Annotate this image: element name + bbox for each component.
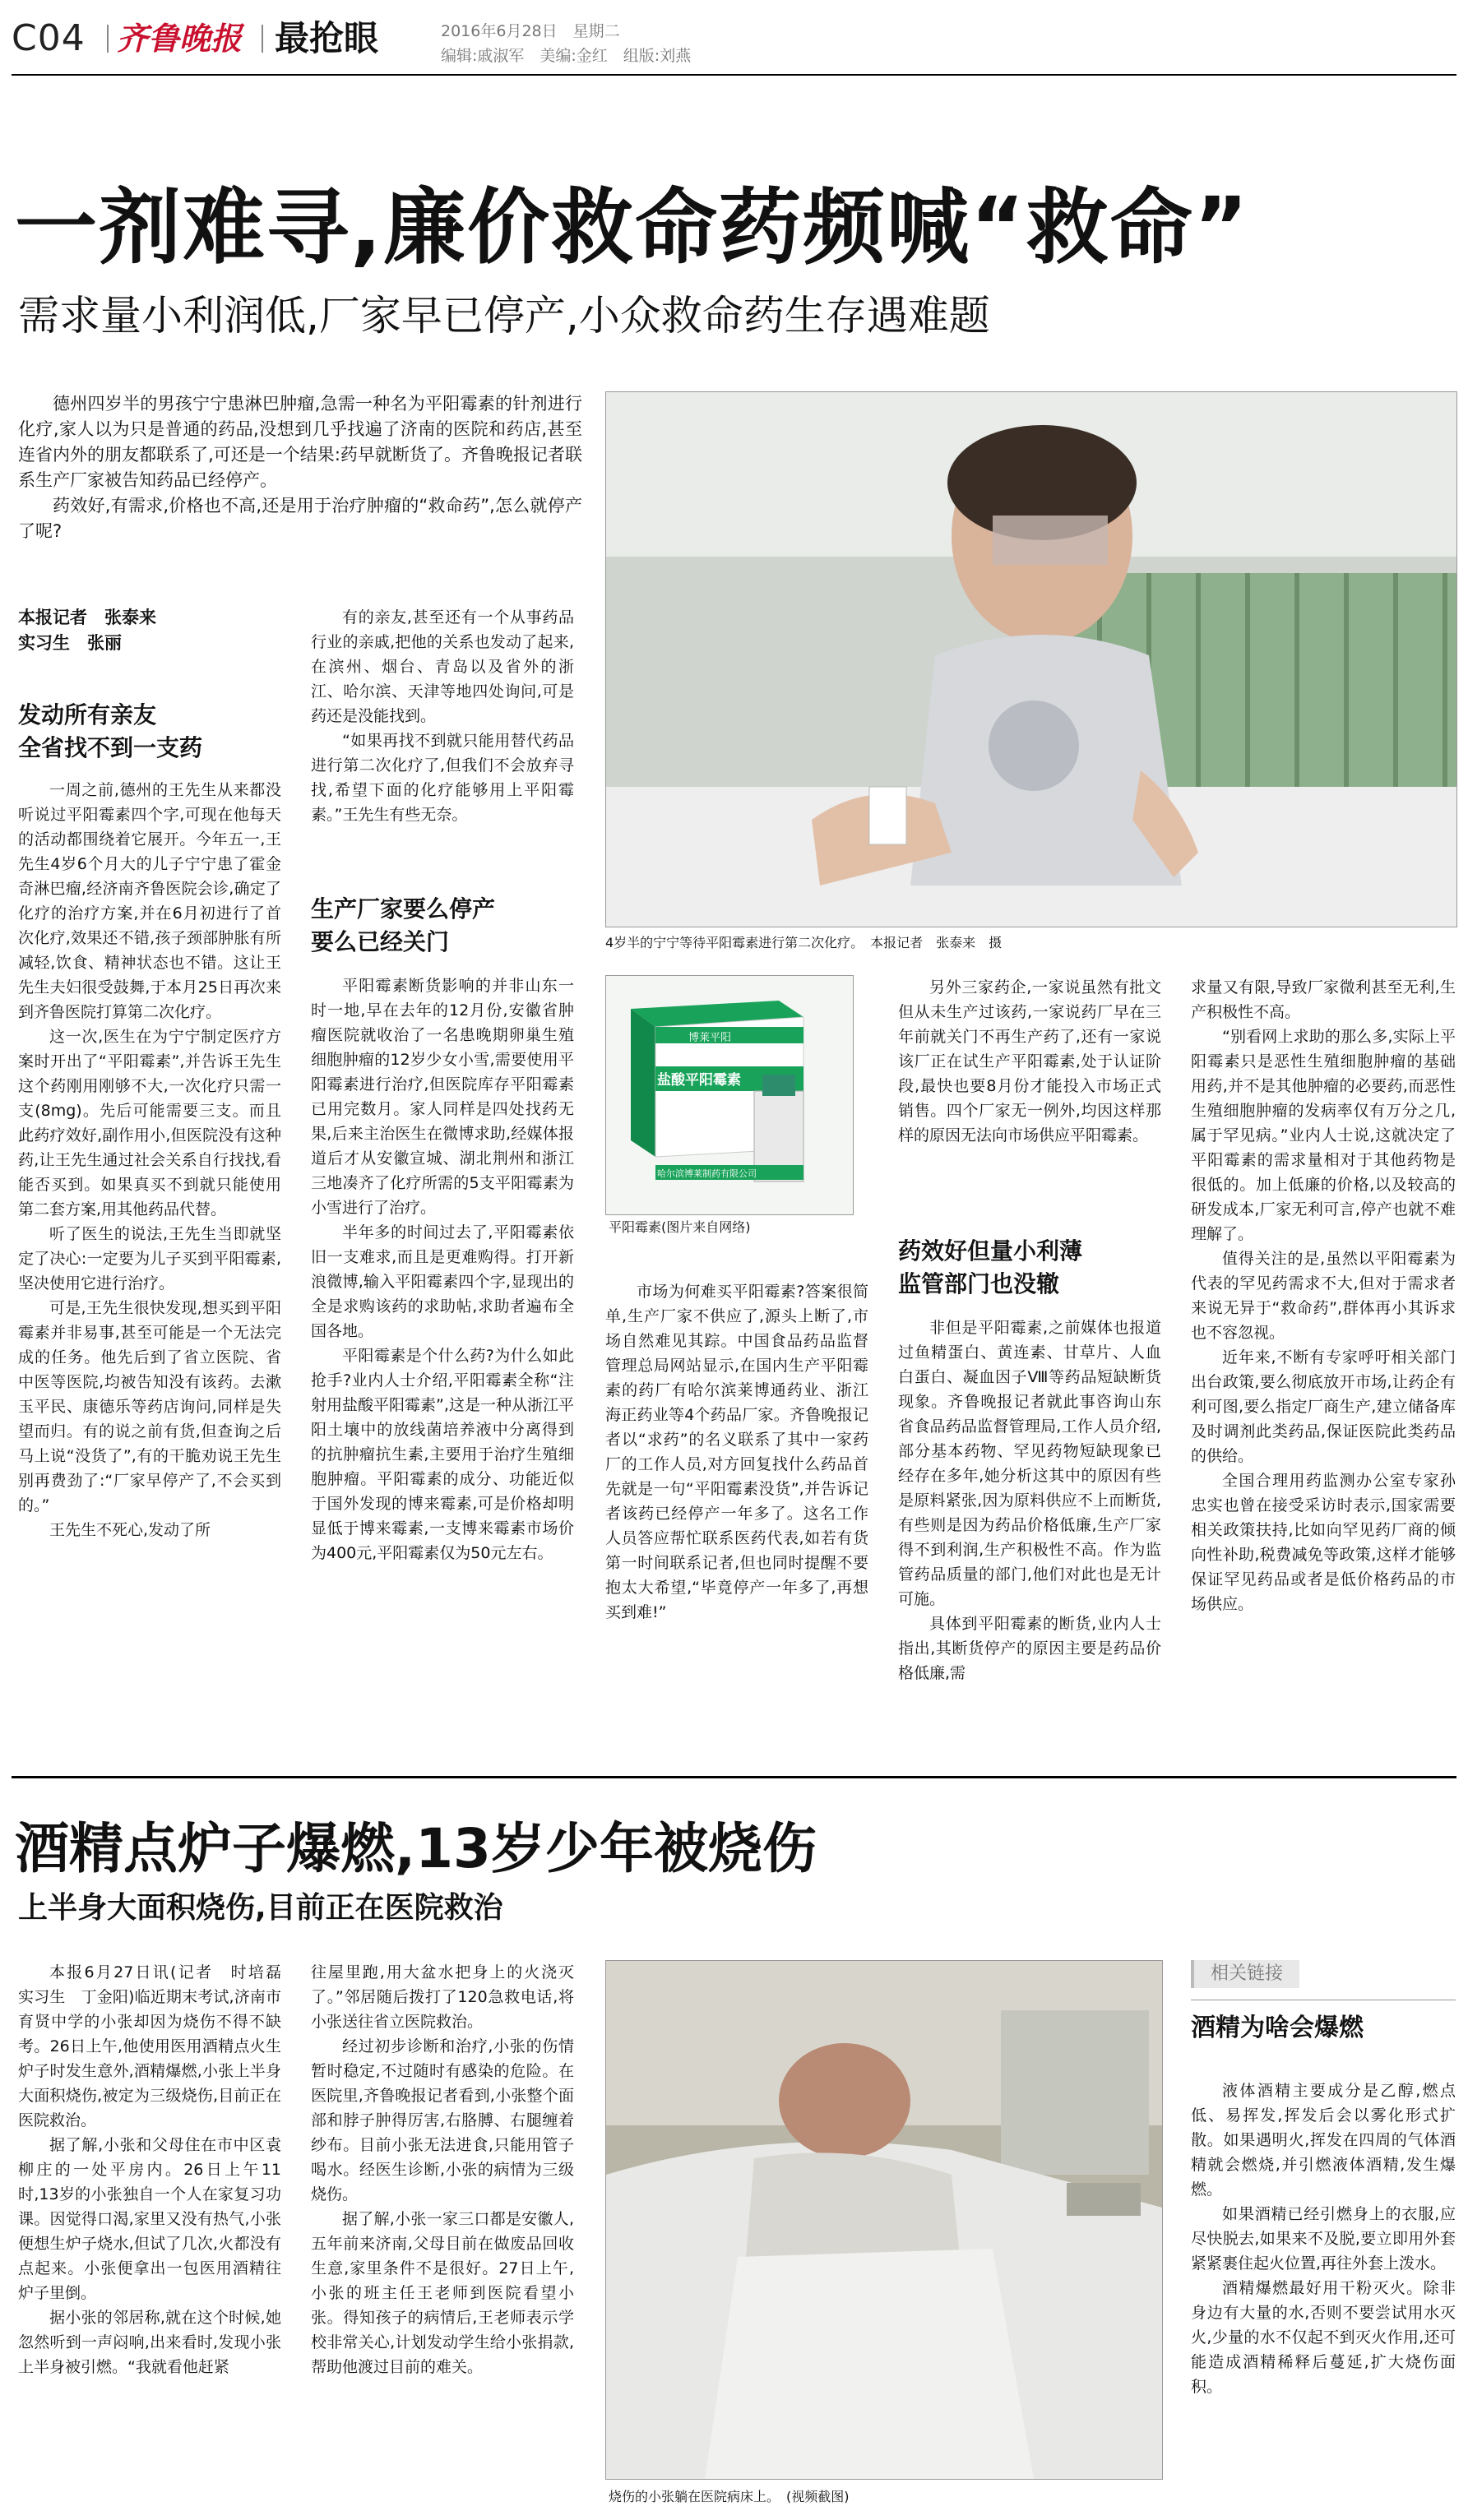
paragraph: 据了解,小张和父母住在市中区袁柳庄的一处平房内。26日上午11时,13岁的小张独自一个人在家复习功课。因觉得口渴,家里又没有热气,小张便想生炉子烧水,但试了几次,火都没有点起来。小张便拿出一包医用酒精往炉子里倒。 [18,2136,281,2302]
subheading-line: 发动所有亲友 [18,701,157,728]
subheading-line: 药效好但量小利薄 [898,1237,1083,1265]
paragraph: 全国合理用药监测办公室专家孙忠实也曾在接受采访时表示,国家需要相关政策扶持,比如向罕见药厂商的倾向性补助,税费减免等政策,这样才能够保证罕见药品或者是低价格药品的市场供应。 [1191,1472,1456,1613]
masthead-divider [107,25,109,53]
editor-credits: 编辑:戚淑军 美编:金红 组版:刘燕 [441,47,692,65]
related-link-sidebar [1191,1960,1456,2399]
paragraph: 有的亲友,甚至还有一个从事药品行业的亲戚,把他的关系也发动了起来,在滨州、烟台、青岛以及省外的浙江、哈尔滨、天津等地四处询问,可是药还是没能找到。 [311,608,574,725]
paragraph: 平阳霉素是个什么药?为什么如此抢手?业内人士介绍,平阳霉素全称“注射用盐酸平阳霉素”,这是一种从浙江平阳土壤中的放线菌培养液中分离得到的抗肿瘤抗生素,主要用于治疗生殖细胞肿瘤。平阳霉素的成分、功能近似于国外发现的博来霉素,可是价格却明显低于博来霉素,一支博来霉素市场价为400元,平阳霉素仅为50元左右。 [311,1347,574,1562]
byline-reporter: 本报记者 张泰来 [18,608,156,627]
story1-col4b [898,1315,1161,1685]
story1-subhead: 需求量小利润低,厂家早已停产,小众救命药生存遇难题 [18,292,990,340]
paragraph: 市场为何难买平阳霉素?答案很简单,生产厂家不供应了,源头上断了,市场自然难见其踪。中国食品药品监督管理总局网站显示,在国内生产平阳霉素的药厂有哈尔滨莱博通药业、浙江海正药业等4个药品厂家。齐鲁晚报记者以“求药”的名义联系了其中一家药厂的工作人员,对方回复找什么药品首先就是一句“平阳霉素没货”,并告诉记者该药已经停产一年多了。这名工作人员答应帮忙联系医药代表,如若有货第一时间联系记者,但也同时提醒不要抱太大希望,“毕竟停产一年多了,再想买到难!” [605,1283,868,1621]
paragraph: 据了解,小张一家三口都是安徽人,五年前来济南,父母目前在做废品回收生意,家里条件不是很好。27日上午,小张的班主任王老师到医院看望小张。得知孩子的病情后,王老师表示学校非常关心,计划发动学生给小张捐款,帮助他渡过目前的难关。 [311,2210,574,2376]
story2-col2 [311,1960,574,2379]
lead-paragraph: 德州四岁半的男孩宁宁患淋巴肿瘤,急需一种名为平阳霉素的针剂进行化疗,家人以为只是普通的药品,没想到几乎找遍了济南的医院和药店,甚至连省内外的朋友都联系了,可还是一个结果:药早就断货了。齐鲁晚报记者联系生产厂家被告知药品已经停产。 [18,394,582,490]
drug-box-brand: 盐酸平阳霉素 [657,1072,741,1089]
drug-box-caption: 平阳霉素(图片来自网络) [609,1219,751,1235]
page-number: C04 [12,17,86,59]
paragraph: 可是,王先生很快发现,想买到平阳霉素并非易事,甚至可能是一个无法完成的任务。他先后到了省立医院、省中医等医院,均被告知没有该药。去漱玉平民、康德乐等药店询问,同样是失望而归。有的说之前有货,但查询之后马上说“没货了”,有的干脆劝说王先生别再费劲了:“厂家早停产了,不会买到的。” [18,1299,281,1514]
child-photo-illustration [606,392,1456,927]
paragraph: 听了医生的说法,王先生当即就坚定了决心:一定要为儿子买到平阳霉素,坚决使用它进行治疗。 [18,1225,281,1292]
section-divider [12,1776,1456,1778]
paper-logo: 齐鲁晚报 [117,20,243,57]
subheading-line: 要么已经关门 [311,928,450,955]
lead-paragraph: 药效好,有需求,价格也不高,还是用于治疗肿瘤的“救命药”,怎么就停产了呢? [18,496,582,541]
paragraph: 酒精爆燃最好用干粉灭火。除非身边有大量的水,否则不要尝试用水灭火,少量的水不仅起不到灭火作用,还可能造成酒精稀释后蔓延,扩大烧伤面积。 [1191,2279,1456,2396]
paragraph: 非但是平阳霉素,之前媒体也报道过鱼精蛋白、黄连素、甘草片、人血白蛋白、凝血因子Ⅷ等药品短缺断货现象。齐鲁晚报记者就此事咨询山东省食品药品监督管理局,工作人员介绍,部分基本药物、罕见药物短缺现象已经存在多年,她分析这其中的原因有些是原料紧张,因为原料供应不上而断货,有些则是因为药品价格低廉,生产厂家得不到利润,生产积极性不高。作为监管药品质量的部门,他们对此也是无计可施。 [898,1319,1161,1608]
story1-col4a [898,975,1161,1148]
byline [18,605,156,656]
sidebar-title: 酒精为啥会爆燃 [1191,2014,1364,2042]
subheading-2 [311,893,582,959]
masthead-divider-2 [262,25,263,53]
hospital-photo-illustration [606,1961,1162,2479]
paragraph: 王先生不死心,发动了所 [49,1521,211,1539]
subheading-line: 监管部门也没辙 [898,1270,1060,1297]
byline-intern: 实习生 张丽 [18,633,122,653]
paragraph: 求量又有限,导致厂家微利甚至无利,生产积极性不高。 [1191,978,1456,1021]
story2-col1 [18,1960,298,2379]
drug-box-photo [605,975,854,1215]
story1-col3a [605,1279,868,1625]
drug-box-label: 博莱平阳 [688,1032,732,1044]
paragraph: 经过初步诊断和治疗,小张的伤情暂时稳定,不过随时有感染的危险。在医院里,齐鲁晚报记者看到,小张整个面部和脖子肿得厉害,右胳膊、右腿缠着纱布。目前小张无法进食,只能用管子喝水。经医生诊断,小张的病情为三级烧伤。 [311,2037,574,2203]
hospital-photo-caption: 烧伤的小张躺在医院病床上。 (视频截图) [609,2489,850,2504]
paragraph: 这一次,医生在为宁宁制定医疗方案时开出了“平阳霉素”,并告诉王先生这个药刚用刚够不大,一次化疗只需一支(8mg)。先后可能需要三支。而且此药疗效好,副作用小,但医院没有这种药,让王先生通过社会关系自行找找,看能否买到。如果真买不到就只能使用第二套方案,用其他药品代替。 [18,1028,281,1218]
drug-box-maker: 哈尔滨博莱制药有限公司 [657,1168,757,1179]
related-link-tag: 相关链接 [1191,1960,1299,1988]
paragraph: 另外三家药企,一家说虽然有批文但从未生产过该药,一家说药厂早在三年前就关门不再生产药了,还有一家说该厂正在试生产平阳霉素,处于认证阶段,最快也要8月份才能投入市场正式销售。四个厂家无一例外,均因这样那样的原因无法向市场供应平阳霉素。 [898,978,1161,1144]
paragraph: 半年多的时间过去了,平阳霉素依旧一支难求,而且是更难购得。打开新浪微博,输入平阳霉素四个字,显现出的全是求购该药的求助帖,求助者遍布全国各地。 [311,1223,574,1340]
paragraph: 一周之前,德州的王先生从来都没听说过平阳霉素四个字,可现在他每天的活动都围绕着它展开。今年五一,王先生4岁6个月大的儿子宁宁患了霍金奇淋巴瘤,经济南齐鲁医院会诊,确定了化疗的治疗方案,并在6月初进行了首次化疗,效果还不错,孩子颈部肿胀有所减轻,饮食、精神状态也不错。这让王先生夫妇很受鼓舞,于本月25日再次来到齐鲁医院打算第二次化疗。 [18,781,281,1021]
story1-col2b [311,973,574,1565]
story1-lead [18,391,582,544]
sidebar-body [1191,2078,1456,2399]
subheading-line: 生产厂家要么停产 [311,895,496,922]
paragraph: 值得关注的是,虽然以平阳霉素为代表的罕见药需求不大,但对于需求者来说无异于“救命药”,群体再小其诉求也不容忽视。 [1191,1250,1456,1342]
child-photo-caption: 4岁半的宁宁等待平阳霉素进行第二次化疗。 本报记者 张泰来 摄 [605,935,1003,950]
story1-col5 [1191,975,1456,1616]
paragraph: 据小张的邻居称,就在这个时候,她忽然听到一声闷响,出来看时,发现小张上半身被引燃。“我就看他赶紧 [18,2309,281,2376]
masthead-rule [12,74,1456,76]
hospital-photo [605,1960,1163,2480]
story2-subhead: 上半身大面积烧伤,目前正在医院救治 [18,1891,503,1925]
story1-headline: 一剂难寻,廉价救命药频喊“救命” [15,179,1250,275]
paragraph: 往屋里跑,用大盆水把身上的火浇灭了。”邻居随后拨打了120急救电话,将小张送往省立医院救治。 [311,1963,574,2031]
paragraph: 如果酒精已经引燃身上的衣服,应尽快脱去,如果来不及脱,要立即用外套紧紧裹住起火位置,再往外套上泼水。 [1191,2205,1456,2273]
subheading-1 [18,699,289,765]
paragraph: 平阳霉素断货影响的并非山东一时一地,早在去年的12月份,安徽省肿瘤医院就收治了一名患晚期卵巢生殖细胞肿瘤的12岁少女小雪,需要使用平阳霉素进行治疗,但医院库存平阳霉素已用完数月。家人同样是四处找药无果,后来主治医生在微博求助,经媒体报道后才从安徽宣城、湖北荆州和浙江三地凑齐了化疗所需的5支平阳霉素为小雪进行了治疗。 [311,977,574,1217]
story1-col1 [18,778,281,1542]
story1-col2a [311,605,574,827]
paragraph: “如果再找不到就只能用替代药品进行第二次化疗了,但我们不会放弃寻找,希望下面的化疗能够用上平阳霉素。”王先生有些无奈。 [311,732,574,824]
section-name: 最抢眼 [275,18,379,58]
subheading-line: 全省找不到一支药 [18,734,203,761]
paragraph: 本报6月27日讯(记者 时培磊 实习生 丁金阳)临近期末考试,济南市育贤中学的小张却因为烧伤不得不缺考。26日上午,他使用医用酒精点火生炉子时发生意外,酒精爆燃,小张上半身大面积烧伤,被定为三级烧伤,目前正在医院救治。 [18,1963,298,2129]
child-photo [605,391,1457,927]
paragraph: “别看网上求助的那么多,实际上平阳霉素只是恶性生殖细胞肿瘤的基础用药,并不是其他肿瘤的必要药,而恶性生殖细胞肿瘤的发病率仅有万分之几,属于罕见病。”业内人士说,这就决定了平阳霉素的需求量相对于其他药物是很低的。加上低廉的价格,以及较高的研发成本,厂家无利可言,停产也就不难理解了。 [1191,1028,1456,1243]
subheading-3 [898,1235,1169,1301]
paragraph: 近年来,不断有专家呼吁相关部门出台政策,要么彻底放开市场,让药企有利可图,要么指定厂商生产,建立储备库及时调剂此类药品,保证医院此类药品的供给。 [1191,1348,1456,1465]
issue-date: 2016年6月28日 星期二 [441,22,620,40]
paragraph: 具体到平阳霉素的断货,业内人士指出,其断货停产的原因主要是药品价格低廉,需 [898,1615,1161,1682]
story2-headline: 酒精点炉子爆燃,13岁少年被烧伤 [15,1817,817,1880]
paragraph: 液体酒精主要成分是乙醇,燃点低、易挥发,挥发后会以雾化形式扩散。如果遇明火,挥发在四周的气体酒精就会燃烧,并引燃液体酒精,发生爆燃。 [1191,2082,1456,2199]
